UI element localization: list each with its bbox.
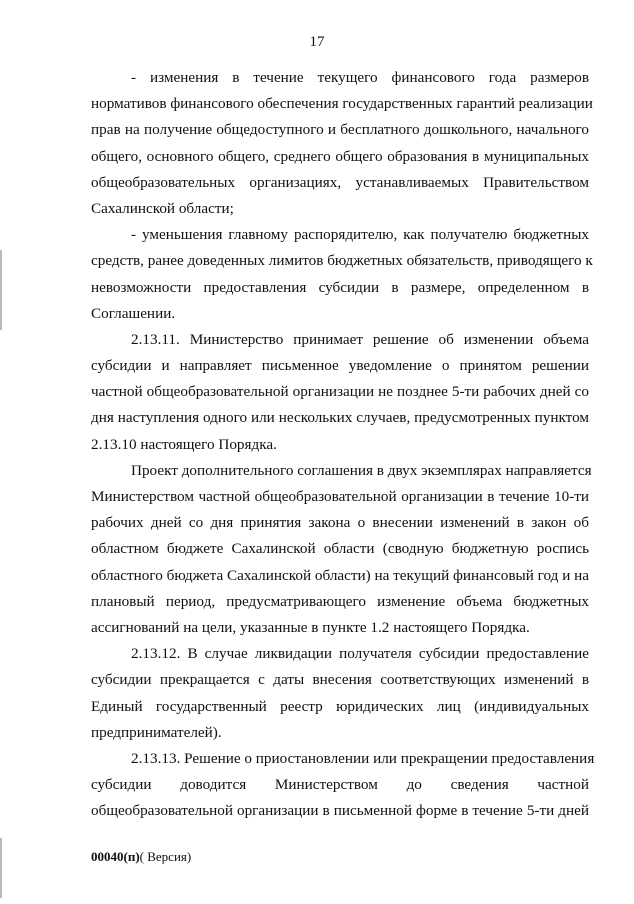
text-line: дня наступления одного или нескольких случаев, предусмотренных пунктом: [91, 409, 589, 427]
text-line: Единый государственный реестр юридических лиц (индивидуальных: [91, 697, 589, 715]
text-line: Сахалинской области;: [91, 199, 234, 217]
text-line: 2.13.12. В случае ликвидации получателя субсидии предоставление: [131, 645, 589, 663]
text-line: 2.13.10 настоящего Порядка.: [91, 435, 277, 453]
text-line: нормативов финансового обеспечения государственных гарантий реализации: [91, 95, 593, 113]
text-line: рабочих дней со дня принятия закона о внесении изменений в закон об: [91, 514, 589, 532]
text-line: Соглашении.: [91, 304, 176, 322]
text-line: ассигнований на цели, указанные в пункте 1.2 настоящего Порядка.: [91, 618, 530, 636]
scan-edge-bottom: [0, 838, 2, 898]
text-line: средств, ранее доведенных лимитов бюджетных обязательств, приводящего к: [91, 252, 593, 270]
scan-edge-top: [0, 250, 2, 330]
text-line: Проект дополнительного соглашения в двух экземплярах направляется: [131, 461, 592, 479]
text-line: - изменения в течение текущего финансового года размеров: [131, 69, 589, 86]
text-line: Министерством частной общеобразовательной организации в течение 10-ти: [91, 488, 589, 505]
document-body: [91, 65, 595, 824]
text-line: невозможности предоставления субсидии в размере, определенном в: [91, 278, 589, 296]
text-line: прав на получение общедоступного и бесплатного дошкольного, начального: [91, 121, 589, 139]
page-number: 17: [309, 34, 325, 50]
text-line: общеобразовательных организациях, устанавливаемых Правительством: [91, 173, 589, 191]
text-line: плановый период, предусматривающего изменение объема бюджетных: [91, 592, 589, 610]
document-footer: [91, 849, 191, 865]
text-line: 2.13.11. Министерство принимает решение об изменении объема: [131, 330, 589, 348]
text-line: общеобразовательной организации в письменной форме в течение 5-ти дней: [91, 802, 589, 820]
text-line: - уменьшения главному распорядителю, как получателю бюджетных: [131, 226, 589, 244]
text-line: предпринимателей).: [91, 723, 222, 741]
text-line: субсидии доводится Министерством до сведения частной: [91, 776, 589, 794]
text-line: субсидии прекращается с даты внесения соответствующих изменений в: [91, 671, 589, 689]
text-line: частной общеобразовательной организации не позднее 5-ти рабочих дней со: [91, 383, 589, 401]
document-code: 00040(п): [91, 849, 140, 864]
text-line: общего, основного общего, среднего общего образования в муниципальных: [91, 147, 589, 165]
document-version: ( Версия): [139, 849, 192, 864]
text-line: областного бюджета Сахалинской области) на текущий финансовый год и на: [91, 566, 589, 584]
text-line: 2.13.13. Решение о приостановлении или прекращении предоставления: [131, 749, 595, 767]
text-line: областном бюджете Сахалинской области (сводную бюджетную роспись: [91, 540, 589, 558]
text-line: субсидии и направляет письменное уведомление о принятом решении: [91, 357, 589, 375]
